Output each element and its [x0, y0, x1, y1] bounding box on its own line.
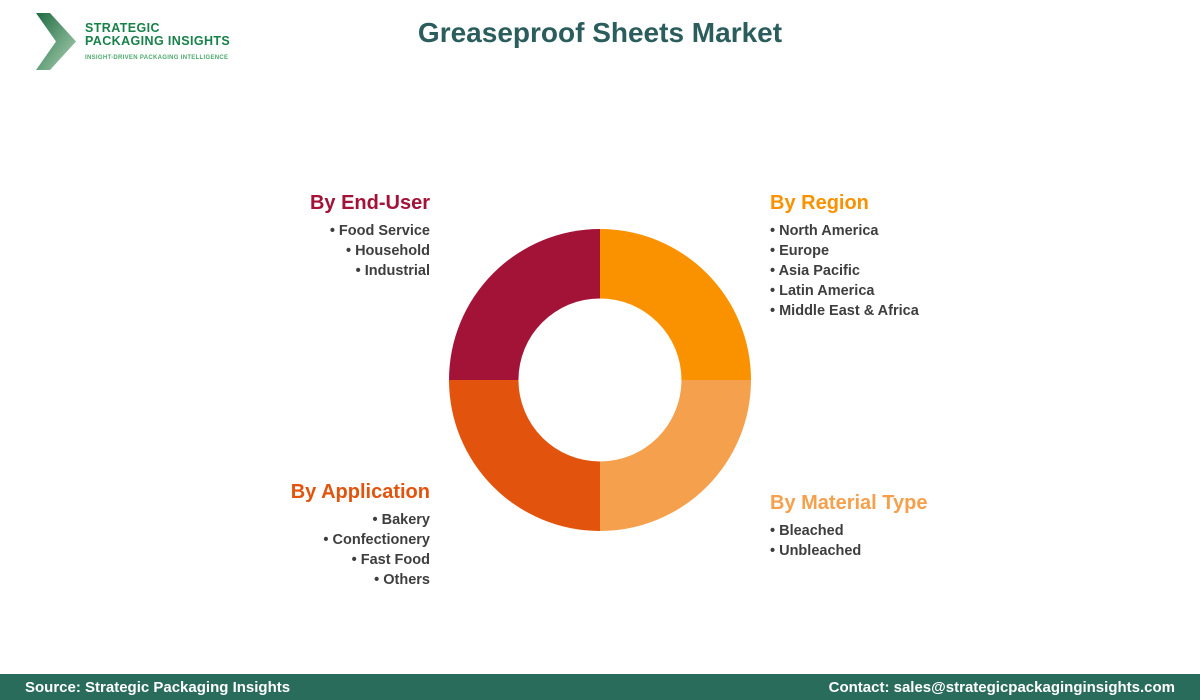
list-item: • Confectionery	[323, 532, 430, 548]
list-item: • Asia Pacific	[770, 263, 860, 279]
list-item: • Bleached	[770, 523, 844, 539]
logo-name-line1: STRATEGIC	[85, 21, 160, 35]
category-list	[291, 510, 430, 590]
footer-source: Source: Strategic Packaging Insights	[25, 678, 291, 696]
category-heading: By Region	[770, 192, 869, 214]
category-list	[770, 221, 919, 321]
footer-contact: Contact: sales@strategicpackaginginsights.com	[828, 678, 1175, 696]
list-item: • Unbleached	[770, 543, 862, 559]
logo-tagline: INSIGHT-DRIVEN PACKAGING INTELLIGENCE	[85, 55, 229, 61]
category-end-user	[310, 192, 430, 281]
list-item: • Bakery	[372, 512, 430, 528]
category-application	[291, 481, 430, 590]
list-item: • Food Service	[329, 223, 430, 239]
category-region	[770, 192, 919, 321]
logo-name-line2: PACKAGING INSIGHTS	[85, 34, 231, 48]
category-list	[310, 221, 430, 281]
category-heading: By End-User	[309, 192, 430, 214]
list-item: • Middle East & Africa	[770, 303, 919, 319]
list-item: • Household	[345, 243, 430, 259]
list-item: • Europe	[770, 243, 830, 259]
list-item: • North America	[770, 223, 879, 239]
list-item: • Latin America	[770, 283, 875, 299]
category-heading: By Material Type	[770, 492, 928, 514]
donut-hole	[518, 298, 681, 461]
footer-bar	[0, 674, 1200, 700]
donut-chart	[449, 229, 751, 531]
page-title: Greaseproof Sheets Market	[417, 17, 783, 48]
list-item: • Industrial	[355, 263, 430, 279]
list-item: • Others	[374, 572, 430, 588]
category-heading: By Application	[290, 481, 430, 503]
category-material-type	[770, 492, 927, 561]
category-list	[770, 521, 927, 561]
list-item: • Fast Food	[351, 552, 430, 568]
